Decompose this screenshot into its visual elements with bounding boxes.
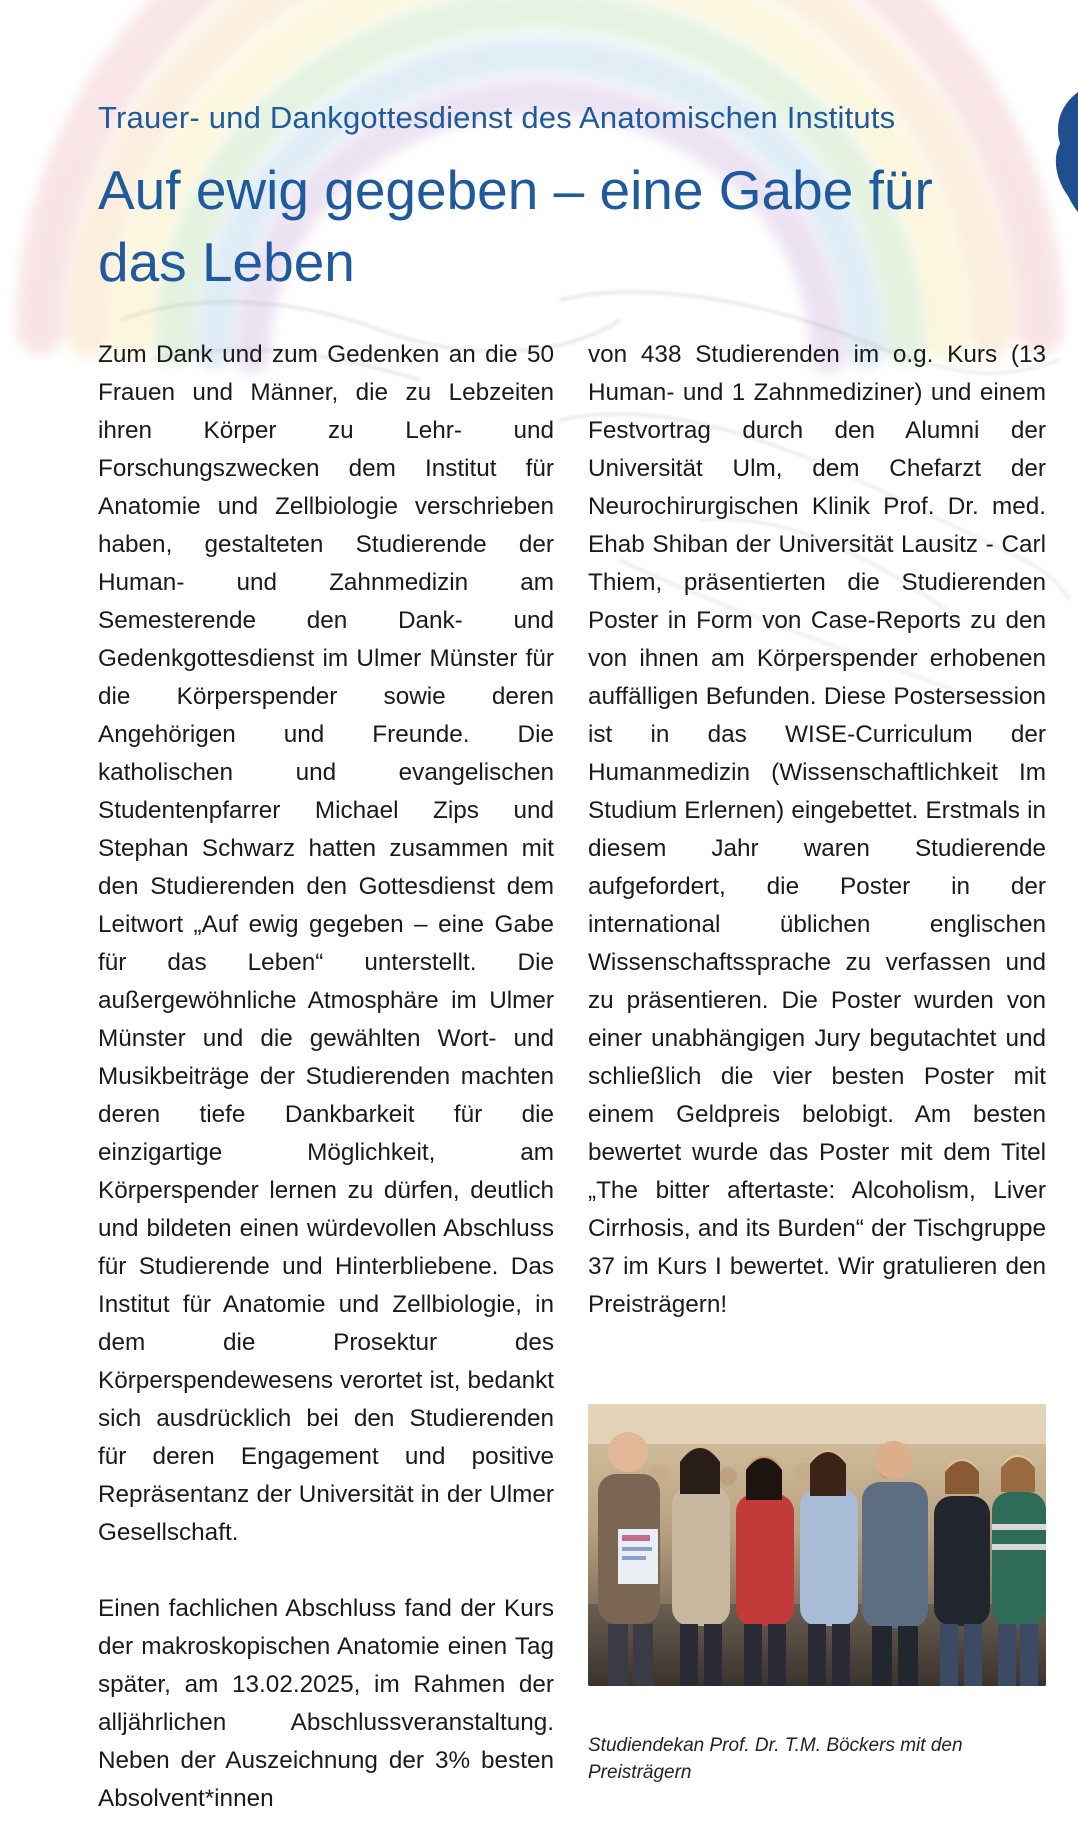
page-tab-marker	[1050, 92, 1078, 212]
paragraph: Einen fachlichen Abschluss fand der Kurs der makroskopischen Anatomie einen Tag später, am 13.02.2025, im Rahmen der alljährlichen Abschlussveranstaltung. Neben der Auszeichnung der 3% besten Absolvent*innen	[98, 1595, 554, 1812]
article-headline: Auf ewig gegeben – eine Gabe für das Leben	[98, 159, 933, 293]
paragraph: von 438 Studierenden im o.g. Kurs (13 Human- und 1 Zahnmediziner) und einem Festvortrag durch den Alumni der Universität Ulm, dem Chefarzt der Neurochirurgischen Klinik Prof. Dr. med. Ehab Shiban der Universität Lausitz - Carl Thiem, präsentierten die Studierenden Poster in Form von Case-Reports zu den von ihnen am Körperspender erhobenen auffälligen Befunden. Diese Postersession ist in das WISE-Curriculum der Humanmedizin (Wissenschaftlichkeit Im Studium Erlernen) eingebettet. Erstmals in diesem Jahr waren Studierende aufgefordert, die Poster in der international üblichen englischen Wissenschaftssprache zu verfassen und zu präsentieren. Die Poster wurden von einer unabhängigen Jury begutachtet und schließlich die vier besten Poster mit einem Geldpreis belobigt. Am besten bewertet wurde das Poster mit dem Titel „The bitter aftertaste: Alcoholism, Liver Cirrhosis, and its Burden“ der Tischgruppe 37 im Kurs I bewertet. Wir gratulieren den Preisträgern!	[588, 341, 1046, 1318]
article-kicker: Trauer- und Dankgottesdienst des Anatomischen Instituts	[98, 100, 896, 135]
article-column-left	[98, 336, 554, 1818]
photo-caption: Studiendekan Prof. Dr. T.M. Böckers mit den Preisträgern	[588, 1735, 963, 1783]
paragraph: Zum Dank und zum Gedenken an die 50 Frauen und Männer, die zu Lebzeiten ihren Körper zu Lehr- und Forschungszwecken dem Institut für Anatomie und Zellbiologie verschrieben haben, gestalteten Studierende der Human- und Zahnmedizin am Semesterende den Dank- und Gedenkgottesdienst im Ulmer Münster für die Körperspender sowie deren Angehörigen und Freunde. Die katholischen und evangelischen Studentenpfarrer Michael Zips und Stephan Schwarz hatten zusammen mit den Studierenden den Gottesdienst dem Leitwort „Auf ewig gegeben – eine Gabe für das Leben“ unterstellt. Die außergewöhnliche Atmosphäre im Ulmer Münster und die gewählten Wort- und Musikbeiträge der Studierenden machten deren tiefe Dankbarkeit für die einzigartige Möglichkeit, am Körperspender lernen zu dürfen, deutlich und bildeten einen würdevollen Abschluss für Studierende und Hinterbliebene. Das Institut für Anatomie und Zellbiologie, in dem die Prosektur des Körperspendewesens verortet ist, bedankt sich ausdrücklich bei den Studierenden für deren Engagement und positive Repräsentanz der Universität in der Ulmer Gesellschaft.	[98, 341, 554, 1546]
group-photo	[588, 1404, 1046, 1686]
article-column-right	[588, 336, 1046, 1324]
group-photo-image	[588, 1404, 1046, 1686]
